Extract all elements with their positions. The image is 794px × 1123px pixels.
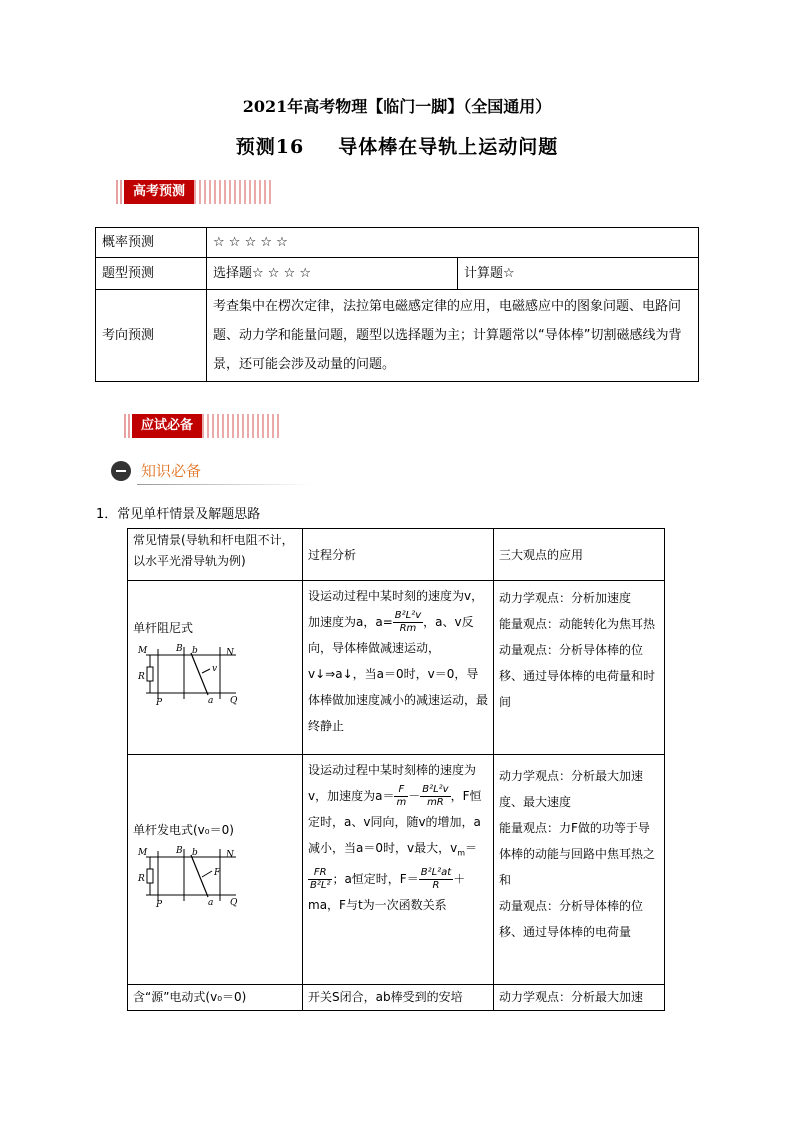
banner-label: 应试必备 — [132, 414, 202, 438]
row-label: 题型预测 — [96, 258, 207, 290]
svg-text:P: P — [156, 698, 163, 705]
knowledge-label: 知识必备 — [141, 462, 202, 480]
banner-label: 高考预测 — [124, 180, 194, 204]
fraction: $\frac{\text{B²L²at}}{R}$ — [420, 867, 452, 892]
generator-rod-diagram — [136, 845, 246, 907]
svg-text:Q: Q — [230, 898, 238, 907]
svg-text:R: R — [138, 672, 145, 682]
views-cell: 动力学观点：分析加速度 能量观点：动能转化为焦耳热 动量观点：分析导体棒的位移、通过导体棒的电荷量和时间 — [494, 581, 665, 755]
subtitle-number: 预测16 — [235, 136, 305, 158]
svg-text:Q: Q — [230, 696, 238, 705]
scenario-name: 单杆发电式(v₀＝0) — [133, 823, 234, 837]
prediction-table — [95, 227, 699, 382]
scenario-cell — [128, 755, 303, 985]
scenario-name: 单杆阻尼式 — [133, 621, 194, 635]
svg-text:M: M — [138, 848, 148, 858]
section-heading: 1．常见单杆情景及解题思路 — [96, 507, 261, 522]
svg-text:a: a — [208, 696, 214, 705]
svg-text:M: M — [138, 646, 148, 656]
svg-text:F: F — [214, 868, 221, 878]
row-label: 概率预测 — [96, 228, 207, 258]
svg-text:v: v — [212, 664, 218, 674]
header-cell: 常见情景(导轨和杆电阻不计，以水平光滑导轨为例) — [128, 529, 303, 581]
svg-text:a: a — [208, 898, 214, 907]
svg-text:N: N — [226, 648, 234, 658]
document-subtitle — [0, 132, 794, 159]
svg-text:b: b — [192, 848, 198, 858]
process-cell: 开关S闭合，ab棒受到的安培 — [303, 985, 494, 1011]
views-cell: 动力学观点：分析最大加速度、最大速度 能量观点：力F做的功等于导体棒的动能与回路中焦耳热之和 动量观点：分析导体棒的位移、通过导体棒的电荷量 — [494, 755, 665, 985]
fraction: $\frac{\text{B²L²v}}{Rm}$ — [394, 610, 422, 634]
row-label: 考向预测 — [96, 290, 207, 382]
scenario-cell — [128, 581, 303, 755]
fraction: $\frac{\text{B²L²v}}{mR}$ — [422, 784, 449, 808]
minus-circle-icon — [111, 461, 131, 481]
row-value: 考查集中在楞次定律，法拉第电磁感定律的应用，电磁感应中的图象问题、电路问题、动力学和能量问题，题型以选择题为主；计算题常以“导体棒”切割磁感线为背景，还可能会涉及动量的问题。 — [207, 290, 699, 382]
svg-text:R: R — [138, 874, 145, 884]
svg-text:B: B — [176, 644, 183, 654]
row-value: 计算题☆ — [458, 258, 699, 290]
row-value: 选择题☆ ☆ ☆ ☆ — [207, 258, 458, 290]
svg-text:P: P — [156, 900, 163, 907]
header-cell: 过程分析 — [303, 529, 494, 581]
views-cell: 动力学观点：分析最大加速 — [494, 985, 665, 1011]
scenario-cell: 含“源”电动式(v₀＝0) — [128, 985, 303, 1011]
process-cell: 设运动过程中某时刻的速度为v，加速度为a，a= $\frac{\text{B²L²v}}{Rm}$ ，a、v反向，导体棒做减速运动，v↓⇒a↓，当a＝0时，v＝0，导体棒做加速度减小的减速运动，最终静止 — [303, 581, 494, 755]
process-cell: 设运动过程中某时刻棒的速度为v，加速度为a＝ $\frac{F}{m}$ － $\frac{\text{B²L²v}}{mR}$ ，F恒定时，a、v同向，随v的增加，a减小，当a＝0时，v最大，$v_m=$ $\frac{FR}{\text{B²L²}}$ ；a恒定时，F＝ $\frac{\text{B²L²at}}{R}$ ＋ma，F与t为一次函数关系 — [303, 755, 494, 985]
subtitle-topic: 导体棒在导轨上运动问题 — [338, 136, 559, 158]
svg-text:N: N — [226, 850, 234, 860]
svg-text:b: b — [192, 646, 198, 656]
row-value: ☆ ☆ ☆ ☆ ☆ — [207, 228, 699, 258]
damping-rod-diagram — [136, 643, 246, 705]
svg-text:B: B — [176, 846, 183, 856]
single-rod-table — [127, 528, 665, 1011]
header-cell: 三大观点的应用 — [494, 529, 665, 581]
document-title: 2021年高考物理【临门一脚】（全国通用） — [242, 97, 552, 116]
fraction: $\frac{F}{m}$ — [396, 784, 407, 808]
fraction: $\frac{FR}{\text{B²L²}}$ — [310, 867, 331, 892]
